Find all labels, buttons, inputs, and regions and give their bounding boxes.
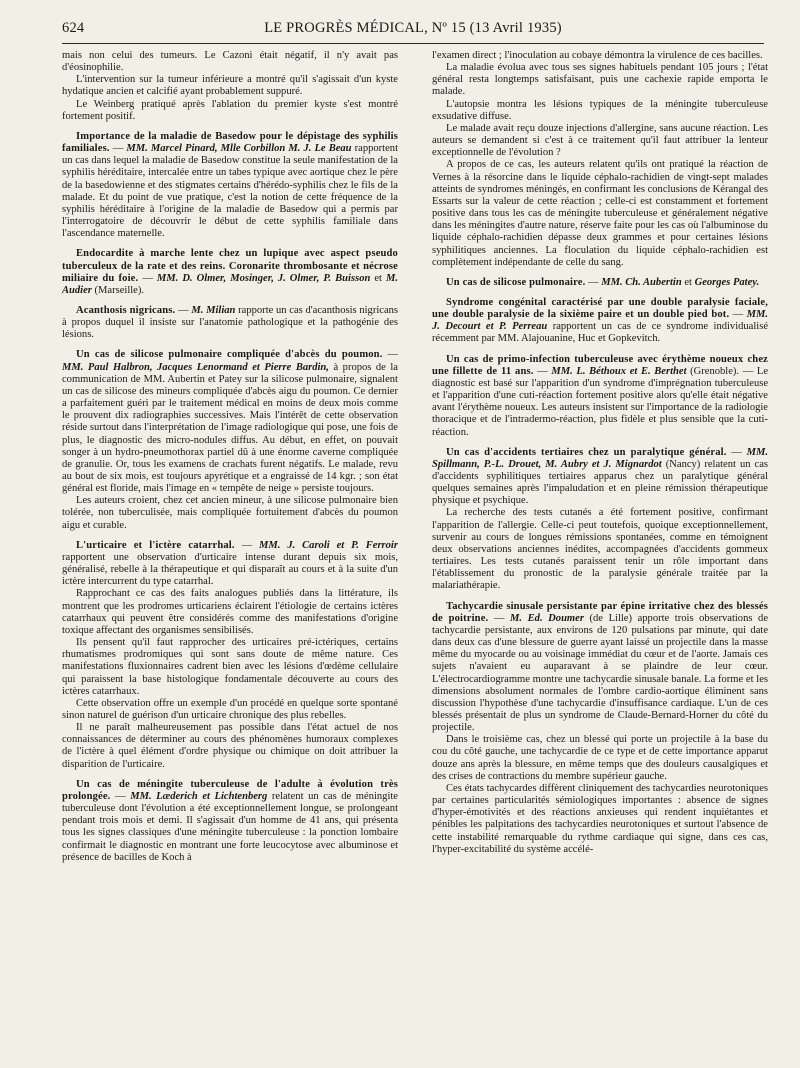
author-names: MM. J. Decourt et P. Perreau bbox=[432, 309, 768, 333]
article-heading: Importance de la maladie de Basedow pour le dépistage des syphilis familiales. bbox=[62, 130, 398, 155]
left-column bbox=[62, 50, 398, 1055]
body-paragraph bbox=[432, 783, 768, 856]
author-names: MM. L. Béthoux et E. Berthet bbox=[551, 365, 687, 377]
body-text: Il ne paraît malheureusement pas possible dans l'état actuel de nos connaissances de déterminer au cours des phénomènes humoraux complexes de l'ictère à quel élément d'ordre physique ou chimique on doit attribuer la disparition de l'urticaire. bbox=[62, 722, 398, 770]
author-names: MM. Spillmann, P.-L. Drouet, M. Aubry et J. Mignardot bbox=[432, 446, 768, 470]
body-text: rapportent une observation d'urticaire intense durant depuis six mois, généralisé, rebelle à la thérapeutique et qui disparaît au cours et à la suite d'un ictère intercurrent du type catarrhal. bbox=[62, 551, 398, 588]
article-heading: Un cas de silicose pulmonaire compliquée d'abcès du poumon. bbox=[76, 349, 383, 361]
article-heading: Un cas de primo-infection tuberculeuse avec érythème noueux chez une fillette de 11 ans. bbox=[432, 353, 768, 377]
body-text: — bbox=[585, 276, 602, 288]
body-paragraph bbox=[62, 50, 398, 74]
author-names: MM. Ch. Aubertin bbox=[601, 276, 682, 288]
body-text: — bbox=[175, 304, 192, 316]
page-number: 624 bbox=[62, 20, 85, 36]
body-paragraph bbox=[62, 698, 398, 722]
running-header bbox=[62, 18, 764, 40]
body-text: Rapprochant ce cas des faits analogues publiés dans la littérature, ils montrent que les prodromes urticariens éclairent l'étiologie de certains ictères catarrhaux qui peuvent être considérés comme des manifestations d'origine toxique affectant des organismes sensibilisés. bbox=[62, 588, 398, 636]
article-paragraph bbox=[432, 277, 768, 289]
article-heading: Tachycardie sinusale persistante par épine irritative chez des blessés de poitrine. bbox=[432, 600, 768, 624]
author-names: M. Audier bbox=[62, 272, 398, 296]
article-paragraph bbox=[62, 349, 398, 495]
body-paragraph bbox=[432, 99, 768, 123]
author-names: M. Milian bbox=[191, 304, 236, 316]
body-paragraph bbox=[432, 734, 768, 783]
body-paragraph bbox=[432, 507, 768, 592]
body-text: relatent un cas de méningite tuberculeuse dont l'évolution a été exceptionnellement longue, se prolongeant pendant trois mois et demi. Il s'agissait d'un homme de 41 ans, qui présenta tous les signes classiques d'une méningite tuberculeuse : la ponction lombaire confirmait le diagnostic en montrant une forte leucocytose avec albuminose et présence de bacilles de Koch à bbox=[62, 790, 398, 863]
article-heading: Syndrome congénital caractérisé par une double paralysie faciale, une double paralysie de la sixième paire et un double pied bot. bbox=[432, 296, 768, 321]
header-rule bbox=[62, 43, 764, 44]
author-names: MM. D. Olmer, Mosinger, J. Olmer, P. Buisson bbox=[156, 272, 371, 284]
article-paragraph bbox=[62, 305, 398, 341]
body-paragraph bbox=[62, 74, 398, 98]
body-text: — bbox=[726, 446, 747, 458]
body-text: l'examen direct ; l'inoculation au cobaye démontra la virulence de ces bacilles. bbox=[432, 50, 763, 61]
article-heading: Un cas de silicose pulmonaire. bbox=[446, 276, 586, 288]
body-text: Ces états tachycardes diffèrent cliniquement des tachycardies neurotoniques par certaines particularités sémiologiques importantes : absence de signes d'hyper-émotivités et des réactions anxieuses qui rendent inquiétantes et pénibles les palpitations des tachycardies neurotoniques et surtout l'absence de cette instabilité remarquable du rythme cardiaque qui signe, dans ces cas, l'hyper-excitabilité du système accélé- bbox=[432, 782, 768, 855]
article-paragraph bbox=[62, 248, 398, 297]
author-names: MM. Læderich et Lichtenberg bbox=[130, 790, 268, 802]
body-text: (Grenoble). — Le diagnostic est basé sur l'apparition d'un syndrome d'imprégnation tuberculeuse et l'apparition d'une cuti-réaction fortement positive alors qu'elle était négative avant l'érythème noueux. Les auteurs insistent sur l'importance de la radiologie thoracique et de l'intradermo-réaction, plus fidèle et plus sensible que la cuti-réaction. bbox=[432, 365, 768, 438]
body-paragraph bbox=[62, 588, 398, 637]
body-text: rapporte un cas d'acanthosis nigricans à propos duquel il insiste sur l'anatomie pathologique et la pathogénie des lésions. bbox=[62, 304, 398, 341]
author-names: MM. J. Caroli et P. Ferroir bbox=[259, 539, 398, 551]
article-paragraph bbox=[432, 354, 768, 439]
journal-title: LE PROGRÈS MÉDICAL, Nº 15 (13 Avril 1935) bbox=[264, 20, 562, 36]
body-text: Le Weinberg pratiqué après l'ablation du premier kyste s'est montré fortement positif. bbox=[62, 98, 398, 122]
body-text: et bbox=[370, 272, 386, 284]
body-text: — bbox=[382, 349, 398, 361]
article-paragraph bbox=[62, 540, 398, 589]
body-text: — bbox=[729, 309, 747, 321]
body-paragraph bbox=[62, 495, 398, 531]
body-paragraph bbox=[432, 62, 768, 98]
body-text: La recherche des tests cutanés a été fortement positive, confirmant l'apparition de l'allergie. Celle-ci peut toutefois, quoique exceptionnellement, survenir au cours de longues rémissions spontanées, comme en témoignent deux observations anciennes inédites, accompagnées d'accidents gommeux tertiaires. Les tests cutanés paraissent tenir un rôle important dans l'établissement du pronostic de la paralysie générale traitée par la malariathérapie. bbox=[432, 507, 768, 592]
body-text: mais non celui des tumeurs. Le Cazoni était négatif, il n'y avait pas d'éosinophilie. bbox=[62, 50, 398, 74]
article-heading: Acanthosis nigricans. bbox=[76, 304, 176, 316]
body-text: rapportent un cas de ce syndrome individualisé récemment par MM. Alajouanine, Huc et Gopkevitch. bbox=[432, 321, 768, 345]
article-heading: Endocardite à marche lente chez un lupique avec aspect pseudo tuberculeux de la rate et des reins. Coronarite thrombosante et nécrose miliaire du foie. bbox=[62, 248, 398, 284]
body-text: La maladie évolua avec tous ses signes habituels pendant 105 jours ; l'état général resta longtemps satisfaisant, puis une cachexie rapide emporta le malade. bbox=[432, 62, 768, 98]
body-text: Cette observation offre un exemple d'un procédé en quelque sorte spontané sinon naturel de guérison d'un urticaire chronique des plus rebelles. bbox=[62, 697, 398, 721]
body-paragraph bbox=[432, 50, 768, 62]
body-text: Ils pensent qu'il faut rapprocher des urticaires pré-ictériques, certains rhumatismes prodromiques qui sont sans doute de même nature. Ces manifestations fluxionnaires cadrent bien avec les lésions d'œdème cellulaire qui paraissent la base histologique fondamentale découverte au cours des ictères catarrhaux. bbox=[62, 637, 398, 697]
body-paragraph bbox=[62, 637, 398, 698]
article-paragraph bbox=[432, 447, 768, 508]
author-names: MM. Marcel Pinard, Mlle Corbillon M. J. Le Beau bbox=[126, 143, 352, 155]
article-heading: Un cas d'accidents tertiaires chez un paralytique général. bbox=[446, 446, 727, 458]
body-text: et bbox=[681, 276, 695, 288]
body-text: A propos de ce cas, les auteurs relatent qu'ils ont pratiqué la réaction de Vernes à la résorcine dans le liquide céphalo-rachidien de vingt-sept malades atteints de syndromes méningés, en confirmant les conclusions de Kérangal des Essarts sur la valeur de cette réaction ; celle-ci est constamment et fortement positive dans tous les cas de méningite tuberculeuse et généralement négative dans les méningites d'autre nature, réserve faite pour les cas où l'albuminose du liquide céphalo-rachidien dépasse deux grammes et pour certaines lésions syphilitiques anciennes. La floculation du liquide céphalo-rachidien est complètement indépendante de celle du sang. bbox=[432, 159, 768, 268]
article-paragraph bbox=[62, 131, 398, 240]
body-text: — bbox=[138, 272, 157, 284]
article-paragraph bbox=[432, 297, 768, 346]
body-paragraph bbox=[62, 722, 398, 771]
body-text: L'intervention sur la tumeur inférieure a montré qu'il s'agissait d'un kyste hydatique ancien et calcifié ayant probablement suppuré. bbox=[62, 74, 398, 98]
author-names: MM. Paul Halbron, Jacques Lenormand et Pierre Bardin, bbox=[62, 361, 329, 373]
article-heading: L'urticaire et l'ictère catarrhal. bbox=[76, 539, 235, 551]
body-text: (Nancy) relatent un cas d'accidents syphilitiques tertiaires apparus chez un paralytique général quelques semaines après l'impaludation et en pleine rémission thérapeutique physique et psychique. bbox=[432, 458, 768, 507]
body-text: Dans le troisième cas, chez un blessé qui porte un projectile à la base du cou du côté gauche, une tachycardie de ce type et de cette importance apparut douze ans après la blessure, en même temps que des douleurs causalgiques et des crises de contractions du membre supérieur gauche. bbox=[432, 734, 768, 782]
article-paragraph bbox=[62, 779, 398, 864]
author-names: Georges Patey. bbox=[694, 276, 760, 288]
body-text: Le malade avait reçu douze injections d'allergine, sans aucune réaction. Les auteurs se demandent si c'est à ce traitement qu'il faut attribuer la lenteur exceptionnelle de l'évolution ? bbox=[432, 122, 768, 159]
body-text: à propos de la communication de MM. Aubertin et Patey sur la silicose pulmonaire, signalent un cas de silicose des mineurs compliquée d'abcès aigu du poumon. Ce dernier a parfaitement guéri par le traitement médical en moins de deux mois comme le prouvent dix radiographies successives. Mais l'intérêt de cette observation réside surtout dans l'interprétation de l'image radiologique qui pose, une fois de plus, le diagnostic des micro-nodules diffus. Au début, en effet, on pouvait songer à un hydro-pneumothorax partiel dû à une énorme caverne compliquée de granulie. Or, tous les examens de crachats furent négatifs. Le malade, revu au bout de six mois, est toujours apyrétique et a engraissé de 14 kgr. ; son état général est floride, mais l'image en « tempête de neige » persiste toujours. bbox=[62, 361, 398, 495]
body-text: — bbox=[109, 143, 127, 155]
body-paragraph bbox=[62, 99, 398, 123]
body-paragraph bbox=[432, 159, 768, 268]
right-column bbox=[432, 50, 768, 1055]
body-text: Les auteurs croient, chez cet ancien mineur, à une silicose pulmonaire bien tolérée, non tuberculisée, mais compliquée fortuitement d'abcès du poumon aigu et curable. bbox=[62, 495, 398, 531]
body-text: — bbox=[488, 612, 511, 624]
body-text: (Marseille). bbox=[91, 284, 145, 296]
body-text: (de Lille) apporte trois observations de tachycardie persistante, aux environs de 120 pulsations par minute, qui date dans deux cas d'une blessure de guerre ayant laissé un projectile dans la masse même du myocarde ou au voisinage immédiat du cœur et de l'aorte. Jamais ces sujets n'avaient eu auparavant à se plaindre de leur cœur. L'électrocardiogramme montre une tachycardie sinusale banale. La forme et les dimensions absolument normales de l'ombre cardio-aortique éliminent sans discussion l'hypothèse d'une tachycardie d'insuffisance cardiaque. L'un de ces blessés présentait de plus un syndrome de Claude-Bernard-Horner du côté du projectile. bbox=[432, 612, 768, 734]
body-text: — bbox=[533, 365, 552, 377]
body-text: — bbox=[234, 539, 260, 551]
author-names: M. Ed. Doumer bbox=[510, 612, 584, 624]
article-heading: Un cas de méningite tuberculeuse de l'adulte à évolution très prolongée. bbox=[62, 778, 398, 802]
body-text: — bbox=[110, 790, 131, 802]
body-paragraph bbox=[432, 123, 768, 159]
body-text: rapportent un cas dans lequel la maladie de Basedow constitue la seule manifestation de la syphilis héréditaire, intercalée entre un tabes typique avec aortique chez le père de la basedowienne et des stigmates certains d'hérédo-syphilis chez le fils de la malade. Et du point de vue pratique, c'est la notion de cette fréquence de la syphilis héréditaire à l'origine de la maladie de Basedow qui a permis par l'interrogatoire de découvrir le début de cette syphilis familiale dans l'ascendance maternelle. bbox=[62, 143, 398, 240]
body-text: L'autopsie montra les lésions typiques de la méningite tuberculeuse exsudative diffuse. bbox=[432, 98, 768, 122]
article-paragraph bbox=[432, 601, 768, 735]
